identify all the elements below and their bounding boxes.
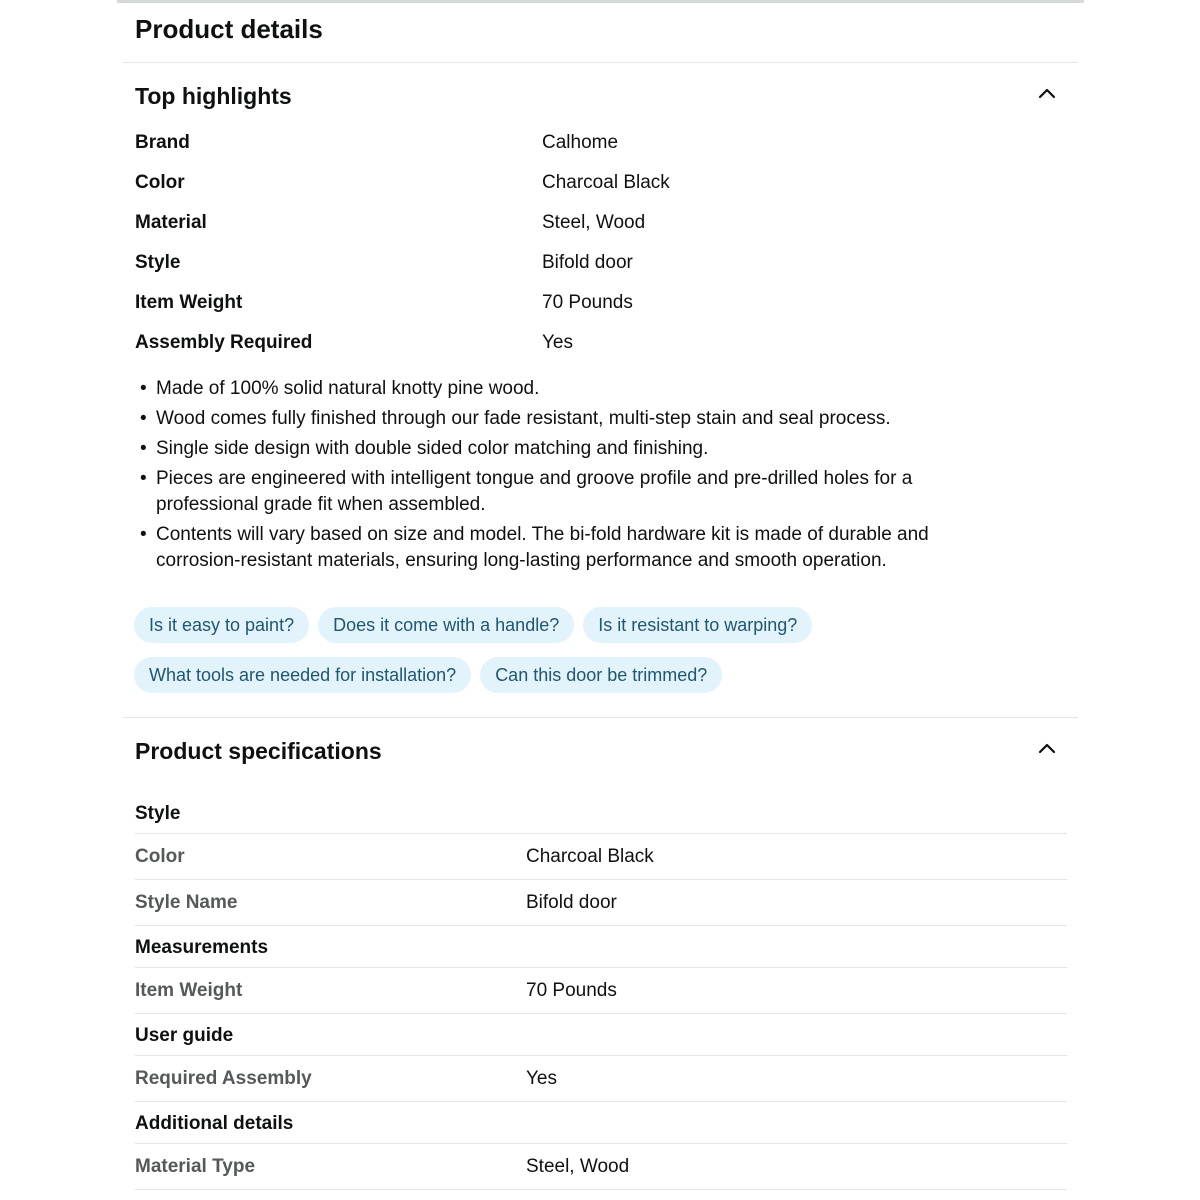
highlight-value: 70 Pounds [542, 292, 633, 313]
spec-group-heading: User guide [135, 1014, 1067, 1056]
spec-value: Bifold door [526, 892, 617, 913]
spec-row [135, 1144, 1067, 1190]
highlight-key: Brand [135, 132, 190, 153]
spec-key: Required Assembly [135, 1068, 312, 1089]
question-chip-row [134, 657, 1034, 693]
feature-bullets [135, 376, 985, 578]
spec-row [135, 968, 1067, 1014]
spec-group-heading: Style [135, 792, 1067, 834]
spec-value: Steel, Wood [526, 1156, 630, 1177]
spec-group-heading: Additional details [135, 1102, 1067, 1144]
question-chip[interactable]: Is it resistant to warping? [583, 607, 812, 643]
question-chip[interactable]: Does it come with a handle? [318, 607, 574, 643]
highlight-key: Color [135, 172, 185, 193]
question-chip-row [134, 607, 1034, 643]
highlight-key: Style [135, 252, 181, 273]
highlight-value: Calhome [542, 132, 619, 153]
question-chip[interactable]: Is it easy to paint? [134, 607, 309, 643]
highlight-value: Bifold door [542, 252, 633, 273]
spec-value: Yes [526, 1068, 557, 1089]
suggested-questions [134, 607, 1034, 707]
highlight-value: Steel, Wood [542, 212, 646, 233]
spec-value: Charcoal Black [526, 846, 654, 867]
highlight-row [135, 212, 1035, 238]
spec-row [135, 1056, 1067, 1102]
spec-row [135, 880, 1067, 926]
spec-value: 70 Pounds [526, 980, 617, 1001]
question-chip[interactable]: Can this door be trimmed? [480, 657, 722, 693]
highlight-key: Item Weight [135, 292, 243, 313]
feature-bullet: • Contents will vary based on size and model. The bi-fold hardware kit is made of durable and corrosion-resistant materials, ensuring long-lasting performance and smooth operation. [135, 522, 985, 574]
highlight-row [135, 292, 1035, 318]
specifications-table [135, 792, 1067, 1190]
highlight-row [135, 172, 1035, 198]
spec-key: Style Name [135, 892, 238, 913]
highlight-row [135, 252, 1035, 278]
chevron-up-icon[interactable] [1036, 82, 1058, 104]
spec-group-heading: Measurements [135, 926, 1067, 968]
feature-bullet: • Wood comes fully finished through our fade resistant, multi-step stain and seal process. [135, 406, 985, 432]
spec-key: Material Type [135, 1156, 256, 1177]
spec-key: Item Weight [135, 980, 243, 1001]
chevron-up-icon[interactable] [1036, 737, 1058, 759]
page-title: Product details [135, 14, 323, 44]
product-specifications-title: Product specifications [135, 738, 382, 764]
highlight-value: Charcoal Black [542, 172, 670, 193]
question-chip[interactable]: What tools are needed for installation? [134, 657, 471, 693]
highlight-row [135, 132, 1035, 158]
highlight-value: Yes [542, 332, 573, 353]
spec-row [135, 834, 1067, 880]
highlight-row [135, 332, 1035, 358]
feature-bullet: • Pieces are engineered with intelligent tongue and groove profile and pre-drilled holes for a professional grade fit when assembled. [135, 466, 985, 518]
section-divider [123, 62, 1078, 63]
section-divider [123, 717, 1078, 718]
highlight-key: Material [135, 212, 207, 233]
top-divider [117, 0, 1084, 3]
feature-bullet: • Single side design with double sided color matching and finishing. [135, 436, 985, 462]
spec-key: Color [135, 846, 185, 867]
feature-bullet: • Made of 100% solid natural knotty pine wood. [135, 376, 985, 402]
highlight-key: Assembly Required [135, 332, 313, 353]
top-highlights-title: Top highlights [135, 83, 292, 109]
